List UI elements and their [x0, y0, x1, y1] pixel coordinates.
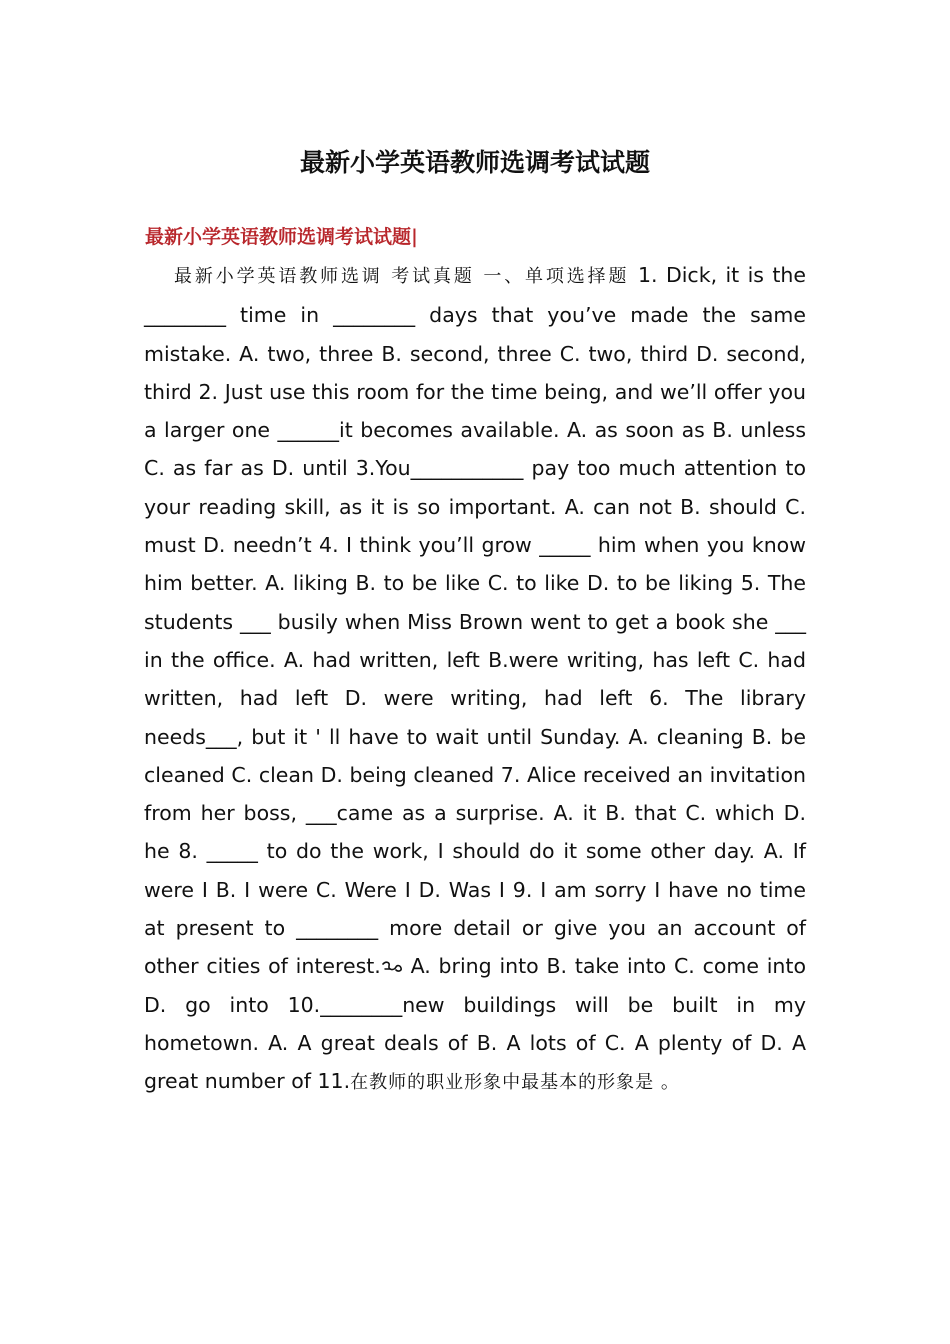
scribble-mark-icon: [381, 960, 403, 974]
question-body: [144, 256, 806, 1103]
section-heading: 最新小学英语教师选调考试试题|: [145, 226, 418, 248]
closing-cjk-text: 在教师的职业形象中最基本的形象是 。: [350, 1072, 680, 1094]
questions-part-1: 1. Dick, it is the ________ time in ________ days that you’ve made the same mistake. A. two, three B. second, three C. two, third D. second, third 2. Just use this room for the time being, and we’ll offer you a larger one ______it becomes available. A. as soon as B. unless C. as far as D. until 3.You___________ pay too much attention to your reading skill, as it is so important. A. can not B. should C. must D. needn’t 4. I think you’ll grow _____ him when you know him better. A. liking B. to be like C. to like D. to be liking 5. The students ___ busily when Miss Brown went to get a book she ___ in the office. A. had written, left B.were writing, has left C. had written, had left D. were writing, had left 6. The library needs___, but it ' ll have to wait until Sunday. A. cleaning B. be cleaned C. clean D. being cleaned 7. Alice received an invitation from her boss, ___came as a surprise. A. it B. that C. which D. he 8. _____ to do the work, I should do it some other day. A. If were I B. I were C. Were I D. Was I 9. I am sorry I have no time at present to ________ more detail or give you an account of other cities of interest.: [144, 263, 806, 979]
intro-cjk-text: 最新小学英语教师选调 考试真题 一、单项选择题: [174, 266, 638, 287]
document-title: 最新小学英语教师选调考试试题: [299, 148, 650, 177]
questions-part-2: A. bring into B. take into C. come into D. go into 10.________new buildings will be built in my hometown. A. A great deals of B. A lots of C. A plenty of D. A great number of 11.: [144, 954, 806, 1094]
